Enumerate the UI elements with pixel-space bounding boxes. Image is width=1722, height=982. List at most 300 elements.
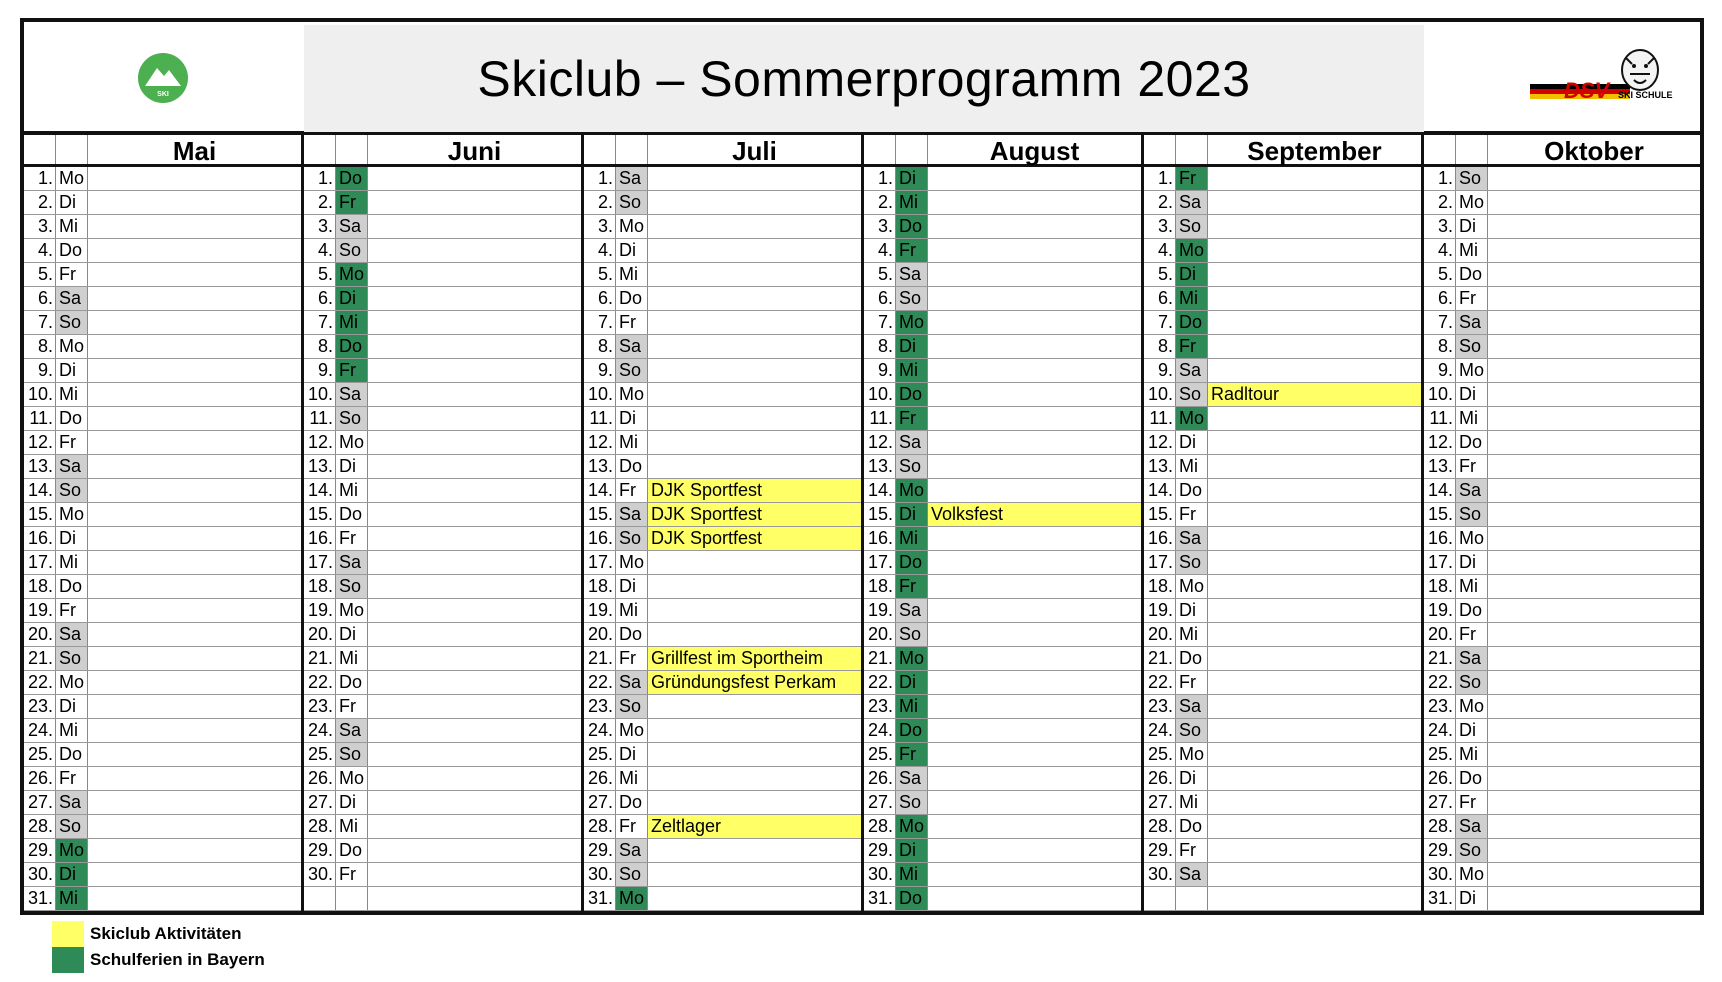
day-number: 4.: [24, 239, 56, 262]
event-cell: [1208, 815, 1421, 838]
event-cell: [928, 455, 1141, 478]
day-number: 13.: [24, 455, 56, 478]
header-blank: [1456, 135, 1488, 164]
event-cell: [928, 431, 1141, 454]
weekday: Do: [56, 407, 88, 430]
weekday: Fr: [1176, 839, 1208, 862]
day-row: [584, 863, 861, 887]
day-row: [864, 887, 1141, 911]
weekday: Mi: [616, 263, 648, 286]
day-number: 23.: [1424, 695, 1456, 718]
day-number: 25.: [304, 743, 336, 766]
event-cell: [88, 527, 301, 550]
day-row: [1424, 695, 1700, 719]
day-row: [864, 191, 1141, 215]
event-cell: [88, 239, 301, 262]
header: [24, 22, 1700, 135]
weekday: So: [56, 479, 88, 502]
event-cell: [88, 503, 301, 526]
day-number: 10.: [24, 383, 56, 406]
day-number: 25.: [584, 743, 616, 766]
event-cell: [88, 791, 301, 814]
month-header: [584, 135, 861, 167]
event-cell: [928, 239, 1141, 262]
day-row: [1424, 599, 1700, 623]
weekday: Do: [616, 287, 648, 310]
day-number: 31.: [864, 887, 896, 910]
day-row: [1424, 791, 1700, 815]
event-cell: [648, 575, 861, 598]
weekday: Fr: [56, 767, 88, 790]
day-number: 3.: [584, 215, 616, 238]
event-cell: [368, 647, 581, 670]
day-row: [864, 743, 1141, 767]
weekday: Fr: [56, 431, 88, 454]
event-cell: [928, 311, 1141, 334]
day-row: [584, 479, 861, 503]
month-name: August: [989, 136, 1080, 166]
day-row: [24, 239, 301, 263]
weekday: Fr: [1456, 791, 1488, 814]
day-row: [584, 191, 861, 215]
day-row: [24, 503, 301, 527]
weekday: So: [1456, 839, 1488, 862]
weekday: Sa: [616, 335, 648, 358]
weekday: So: [896, 287, 928, 310]
weekday: Sa: [1176, 863, 1208, 886]
event-cell: [368, 719, 581, 742]
day-row: [1144, 359, 1421, 383]
event-cell: [928, 815, 1141, 838]
weekday: Mi: [896, 527, 928, 550]
event-cell: [1208, 623, 1421, 646]
event-cell: [928, 599, 1141, 622]
weekday: Sa: [1176, 695, 1208, 718]
event-cell: [368, 455, 581, 478]
event-cell: [1488, 695, 1700, 718]
day-row: [584, 167, 861, 191]
day-number: 2.: [864, 191, 896, 214]
weekday: So: [616, 527, 648, 550]
event-cell: [648, 407, 861, 430]
weekday: Di: [896, 335, 928, 358]
day-number: 1.: [1424, 167, 1456, 190]
day-number: 24.: [24, 719, 56, 742]
weekday: Di: [1176, 767, 1208, 790]
day-number: 3.: [1424, 215, 1456, 238]
day-row: [304, 671, 581, 695]
day-number: 2.: [304, 191, 336, 214]
day-row: [304, 551, 581, 575]
weekday: Do: [336, 335, 368, 358]
day-number: 7.: [1424, 311, 1456, 334]
day-row: [864, 287, 1141, 311]
weekday: Mo: [896, 647, 928, 670]
day-number: 1.: [1144, 167, 1176, 190]
weekday: Fr: [1176, 167, 1208, 190]
weekday: Mo: [56, 671, 88, 694]
day-row: [864, 719, 1141, 743]
day-number: 16.: [1144, 527, 1176, 550]
day-number: 30.: [864, 863, 896, 886]
month-september: [1144, 135, 1424, 915]
weekday: Sa: [616, 167, 648, 190]
event-cell: [1488, 191, 1700, 214]
weekday: Do: [56, 239, 88, 262]
day-row: [584, 263, 861, 287]
weekday: So: [336, 743, 368, 766]
event-cell: [648, 695, 861, 718]
day-number: 29.: [24, 839, 56, 862]
event-cell: [88, 311, 301, 334]
day-row: [1424, 887, 1700, 911]
weekday: Do: [1176, 479, 1208, 502]
day-number: 6.: [584, 287, 616, 310]
day-row: [304, 503, 581, 527]
event-cell: [88, 623, 301, 646]
weekday: Fr: [616, 311, 648, 334]
day-row: [584, 359, 861, 383]
weekday: Do: [336, 839, 368, 862]
day-row: [1144, 167, 1421, 191]
weekday: Fr: [336, 359, 368, 382]
weekday: Sa: [896, 767, 928, 790]
day-number: 22.: [304, 671, 336, 694]
event-cell: [1208, 215, 1421, 238]
day-number: 30.: [304, 863, 336, 886]
activity-cell: Volksfest: [928, 503, 1141, 526]
weekday: Mi: [1176, 287, 1208, 310]
event-cell: [648, 215, 861, 238]
day-number: 17.: [1144, 551, 1176, 574]
weekday: Mo: [1456, 863, 1488, 886]
weekday: Fr: [1176, 503, 1208, 526]
day-row: [864, 359, 1141, 383]
weekday: Do: [896, 215, 928, 238]
event-cell: [648, 455, 861, 478]
event-cell: [1488, 863, 1700, 886]
day-row: [864, 767, 1141, 791]
day-row: [584, 599, 861, 623]
day-number: 11.: [1424, 407, 1456, 430]
title-band: [304, 25, 1424, 132]
event-cell: [1488, 527, 1700, 550]
event-cell: [88, 743, 301, 766]
day-row: [24, 311, 301, 335]
day-number: 12.: [1424, 431, 1456, 454]
legend-label: Schulferien in Bayern: [90, 950, 265, 969]
weekday: Sa: [336, 215, 368, 238]
ski-club-logo-icon: [137, 52, 189, 104]
day-row: [1144, 407, 1421, 431]
event-cell: [1488, 791, 1700, 814]
day-row: [1144, 551, 1421, 575]
event-cell: [928, 479, 1141, 502]
day-number: 12.: [24, 431, 56, 454]
weekday: Fr: [896, 743, 928, 766]
day-row: [1424, 719, 1700, 743]
day-number: 29.: [1144, 839, 1176, 862]
day-number: 7.: [24, 311, 56, 334]
weekday: Mo: [1456, 527, 1488, 550]
weekday: Sa: [896, 431, 928, 454]
activity-cell: DJK Sportfest: [648, 527, 861, 550]
weekday: Di: [1456, 215, 1488, 238]
day-number: 16.: [584, 527, 616, 550]
day-row: [1144, 215, 1421, 239]
day-number: 20.: [304, 623, 336, 646]
weekday: So: [56, 815, 88, 838]
day-row: [304, 887, 581, 911]
day-row: [1144, 431, 1421, 455]
day-row: [864, 839, 1141, 863]
day-number: 20.: [584, 623, 616, 646]
day-row: [24, 887, 301, 911]
day-number: 4.: [1424, 239, 1456, 262]
day-row: [24, 215, 301, 239]
weekday: Mi: [336, 479, 368, 502]
weekday: So: [1456, 671, 1488, 694]
month-header: [1424, 135, 1700, 167]
event-cell: [88, 287, 301, 310]
day-number: 25.: [1424, 743, 1456, 766]
day-number: 19.: [304, 599, 336, 622]
day-number: 30.: [584, 863, 616, 886]
weekday: Mo: [616, 551, 648, 574]
day-row: [864, 527, 1141, 551]
event-cell: [88, 455, 301, 478]
day-row: [24, 647, 301, 671]
header-blank: [1424, 135, 1456, 164]
day-number: 12.: [304, 431, 336, 454]
month-mai: [24, 135, 304, 915]
weekday: So: [1456, 167, 1488, 190]
months-grid: [24, 135, 1700, 915]
day-row: [864, 215, 1141, 239]
event-cell: [368, 383, 581, 406]
day-number: 15.: [304, 503, 336, 526]
activity-cell: Grillfest im Sportheim: [648, 647, 861, 670]
day-row: [1144, 887, 1421, 911]
day-row: [304, 791, 581, 815]
day-number: 28.: [584, 815, 616, 838]
event-cell: [928, 767, 1141, 790]
day-row: [1144, 311, 1421, 335]
day-row: [304, 575, 581, 599]
event-cell: [648, 431, 861, 454]
day-number: 18.: [1144, 575, 1176, 598]
event-cell: [1208, 479, 1421, 502]
weekday: So: [896, 623, 928, 646]
day-number: 21.: [1424, 647, 1456, 670]
weekday: Do: [336, 503, 368, 526]
event-cell: [648, 863, 861, 886]
weekday: Do: [336, 167, 368, 190]
day-number: 14.: [864, 479, 896, 502]
weekday: Di: [336, 287, 368, 310]
day-row: [304, 767, 581, 791]
event-cell: [928, 191, 1141, 214]
day-number: 27.: [304, 791, 336, 814]
weekday: Mi: [896, 695, 928, 718]
event-cell: [1208, 263, 1421, 286]
day-number: 23.: [1144, 695, 1176, 718]
event-cell: [1208, 311, 1421, 334]
day-number: 22.: [1144, 671, 1176, 694]
day-number: 8.: [1424, 335, 1456, 358]
day-number: 21.: [304, 647, 336, 670]
day-number: 18.: [1424, 575, 1456, 598]
day-number: 17.: [304, 551, 336, 574]
header-blank: [1144, 135, 1176, 164]
weekday: Mi: [1456, 575, 1488, 598]
event-cell: [368, 431, 581, 454]
weekday: Do: [1176, 647, 1208, 670]
weekday: Mi: [56, 887, 88, 910]
event-cell: [1488, 767, 1700, 790]
event-cell: [368, 743, 581, 766]
day-row: [1424, 551, 1700, 575]
weekday: Sa: [616, 671, 648, 694]
day-row: [1424, 503, 1700, 527]
day-number: 11.: [24, 407, 56, 430]
weekday: Do: [1456, 431, 1488, 454]
day-row: [1424, 215, 1700, 239]
month-header: [864, 135, 1141, 167]
event-cell: [88, 599, 301, 622]
event-cell: [1208, 431, 1421, 454]
day-row: [24, 839, 301, 863]
event-cell: [648, 239, 861, 262]
dsv-skischule-logo-icon: [1530, 44, 1673, 110]
day-row: [304, 359, 581, 383]
day-number: 24.: [584, 719, 616, 742]
event-cell: [648, 767, 861, 790]
day-number: 4.: [1144, 239, 1176, 262]
day-row: [864, 455, 1141, 479]
event-cell: [928, 791, 1141, 814]
day-number: 7.: [1144, 311, 1176, 334]
day-number: 5.: [24, 263, 56, 286]
weekday: So: [1456, 335, 1488, 358]
weekday: So: [1176, 551, 1208, 574]
weekday: Do: [1456, 767, 1488, 790]
day-row: [864, 431, 1141, 455]
weekday: Mi: [56, 383, 88, 406]
day-number: 3.: [24, 215, 56, 238]
day-number: 7.: [864, 311, 896, 334]
header-blank: [304, 135, 336, 164]
day-row: [1424, 263, 1700, 287]
day-row: [304, 215, 581, 239]
day-number: 13.: [864, 455, 896, 478]
day-number: 18.: [864, 575, 896, 598]
day-row: [1144, 575, 1421, 599]
day-row: [304, 599, 581, 623]
event-cell: [1208, 551, 1421, 574]
day-number: 5.: [304, 263, 336, 286]
event-cell: [368, 479, 581, 502]
day-number: 21.: [584, 647, 616, 670]
day-row: [584, 407, 861, 431]
day-row: [24, 551, 301, 575]
event-cell: [1488, 455, 1700, 478]
day-number: 1.: [304, 167, 336, 190]
day-row: [1144, 623, 1421, 647]
event-cell: [368, 503, 581, 526]
event-cell: [928, 623, 1141, 646]
day-number: 27.: [1424, 791, 1456, 814]
weekday: Do: [56, 575, 88, 598]
event-cell: [368, 623, 581, 646]
day-number: 7.: [304, 311, 336, 334]
day-row: [864, 791, 1141, 815]
event-cell: [88, 695, 301, 718]
event-cell: [928, 719, 1141, 742]
event-cell: [1488, 215, 1700, 238]
weekday: Mo: [56, 335, 88, 358]
day-row: [24, 407, 301, 431]
day-number: 17.: [24, 551, 56, 574]
event-cell: [1488, 839, 1700, 862]
day-row: [864, 503, 1141, 527]
day-number: 1.: [864, 167, 896, 190]
day-row: [584, 503, 861, 527]
day-row: [584, 239, 861, 263]
event-cell: [928, 743, 1141, 766]
day-number: 18.: [304, 575, 336, 598]
event-cell: [368, 671, 581, 694]
weekday: So: [1176, 383, 1208, 406]
day-row: [864, 335, 1141, 359]
event-cell: [648, 623, 861, 646]
day-number: 19.: [584, 599, 616, 622]
day-row: [864, 599, 1141, 623]
day-number: 12.: [1144, 431, 1176, 454]
day-row: [304, 839, 581, 863]
activity-cell: DJK Sportfest: [648, 479, 861, 502]
day-row: [24, 575, 301, 599]
weekday: So: [336, 407, 368, 430]
event-cell: [368, 599, 581, 622]
event-cell: [88, 551, 301, 574]
day-row: [24, 263, 301, 287]
weekday: Mo: [616, 215, 648, 238]
day-number: 4.: [304, 239, 336, 262]
event-cell: [368, 839, 581, 862]
day-number: 10.: [584, 383, 616, 406]
header-blank: [336, 135, 368, 164]
activity-cell: DJK Sportfest: [648, 503, 861, 526]
day-row: [864, 815, 1141, 839]
weekday: Fr: [336, 191, 368, 214]
weekday: Mo: [56, 839, 88, 862]
day-row: [584, 431, 861, 455]
event-cell: [1208, 767, 1421, 790]
day-number: 17.: [584, 551, 616, 574]
day-number: 20.: [864, 623, 896, 646]
weekday: Di: [896, 671, 928, 694]
day-row: [584, 671, 861, 695]
weekday: Di: [616, 743, 648, 766]
day-row: [584, 623, 861, 647]
month-name: Mai: [172, 136, 217, 166]
weekday: Mi: [896, 359, 928, 382]
event-cell: [928, 839, 1141, 862]
event-cell: [368, 551, 581, 574]
event-cell: [1208, 191, 1421, 214]
day-row: [1144, 527, 1421, 551]
